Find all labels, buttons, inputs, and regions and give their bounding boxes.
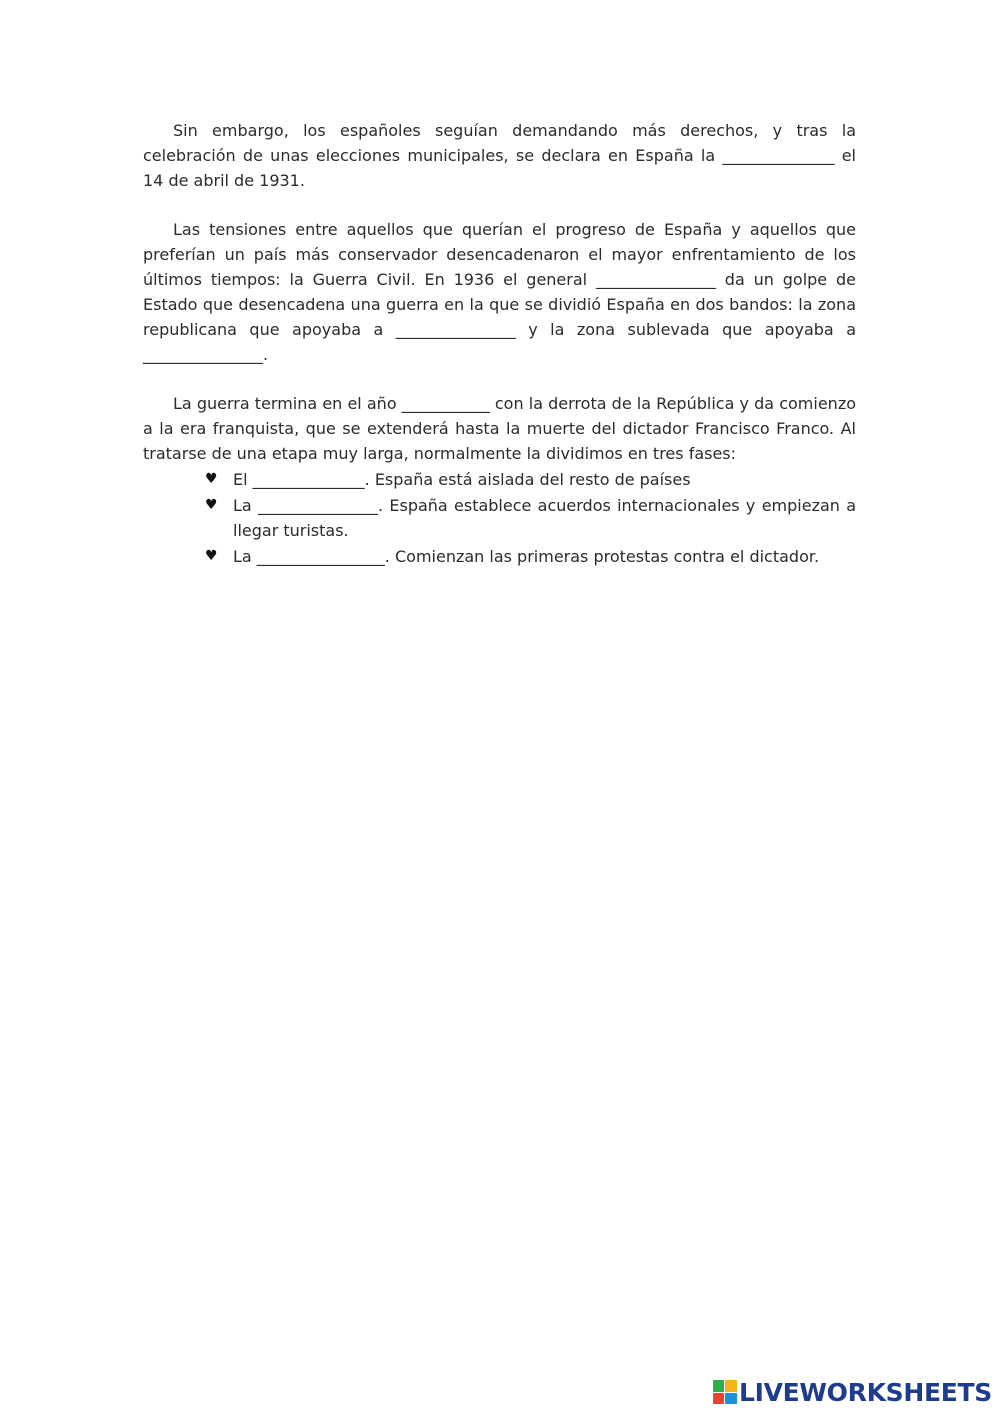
heart-bullet-icon: ♥ (205, 548, 218, 564)
paragraph-franco-era: La guerra termina en el año ___________ con la derrota de la República y da comienzo a la era franquista, que se extenderá hasta la muerte del dictador Francisco Franco. Al tratarse de una etapa muy larga, normalmente la dividimos en tres fases: (143, 394, 856, 463)
list-item (205, 544, 856, 569)
liveworksheets-brand (713, 1377, 992, 1407)
logo-square (713, 1393, 725, 1405)
phase-text: La _______________. España establece acuerdos internacionales y empiezan a llegar turistas. (233, 496, 856, 540)
phases-list (143, 467, 856, 569)
heart-bullet-icon: ♥ (205, 497, 218, 513)
phase-text: El ______________. España está aislada del resto de países (233, 470, 691, 489)
paragraph-republic: Sin embargo, los españoles seguían demandando más derechos, y tras la celebración de unas elecciones municipales, se declara en España la ______________ el 14 de abril de 1931. (143, 121, 856, 190)
list-item (205, 467, 856, 492)
logo-square (725, 1380, 737, 1392)
logo-square (713, 1380, 725, 1392)
paragraph-civil-war: Las tensiones entre aquellos que querían el progreso de España y aquellos que preferían un país más conservador desencadenaron el mayor enfrentamiento de los últimos tiempos: la Guerra Civil. En 1936 el general _______________ da un golpe de Estado que desencadena una guerra en la que se dividió España en dos bandos: la zona republicana que apoyaba a _______________ y la zona sublevada que apoyaba a _______________. (143, 220, 856, 364)
list-item (205, 493, 856, 543)
worksheet-text (143, 118, 856, 570)
logo-square (725, 1393, 737, 1405)
brand-name: LIVEWORKSHEETS (738, 1377, 992, 1407)
heart-bullet-icon: ♥ (205, 471, 218, 487)
liveworksheets-logo-icon (713, 1380, 737, 1404)
phase-text: La ________________. Comienzan las primeras protestas contra el dictador. (233, 547, 820, 566)
